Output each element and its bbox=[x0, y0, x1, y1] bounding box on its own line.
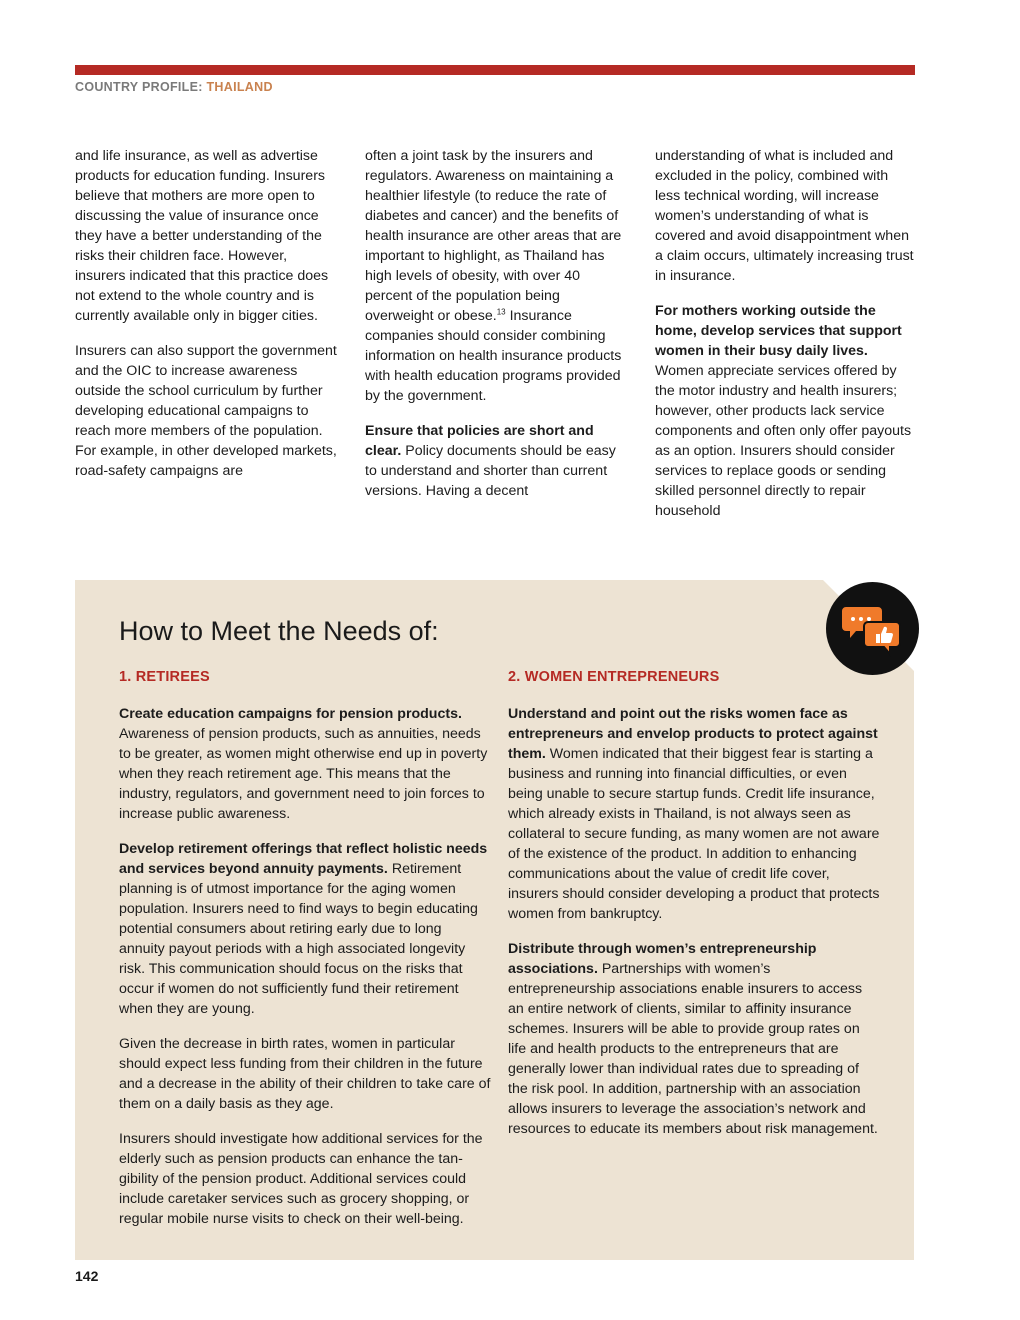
paragraph bbox=[119, 704, 491, 824]
women-entrepreneurs-column bbox=[508, 704, 880, 1154]
paragraph-text: often a joint task by the insurers and regulators. Awareness on maintaining a healthier lifestyle (to reduce the rate of diabetes and cancer) and the benefits of health insurance are other areas that are important to highlight, as Thailand has high levels of obesity, with over 40 percent of the population being overweight or obese. bbox=[365, 148, 622, 324]
paragraph bbox=[119, 839, 491, 1019]
footnote-reference[interactable]: 13 bbox=[496, 307, 506, 317]
section-label bbox=[75, 80, 273, 94]
women-entrepreneurs-heading: 2. WOMEN ENTREPRENEURS bbox=[508, 669, 720, 685]
paragraph-lead: Ensure that policies are short and clear. bbox=[365, 423, 594, 459]
paragraph bbox=[508, 939, 880, 1139]
paragraph-text: Retirement planning is of utmost importance for the aging women population. Insurers need to find ways to begin educating potential consumers about retiring early due to long annuity payout periods with a high associated longevity risk. This communication should focus on the risks that occur if women do not sufficiently fund their retirement when they are young. bbox=[119, 861, 478, 1017]
section-label-country: THAILAND bbox=[206, 80, 273, 94]
paragraph-lead: Understand and point out the risks women face as entrepreneurs and envelop products to protect against them. bbox=[508, 706, 878, 762]
page-number: 142 bbox=[75, 1268, 99, 1284]
paragraph-lead: Create education campaigns for pension products. bbox=[119, 706, 462, 722]
text-column-1 bbox=[75, 146, 337, 496]
paragraph bbox=[365, 421, 627, 501]
text-column-2 bbox=[365, 146, 627, 516]
paragraph-text: Partnerships with women’s entrepreneurship associations enable insurers to access an entire network of clients, similar to affinity insurance schemes. Insurers will be able to provide group rates on life and health products to the entrepreneurs that are generally lower than individual rates due to spreading of the risk pool. In addition, partnership with an association allows insurers to leverage the association’s network and resources to educate its members about risk management. bbox=[508, 961, 878, 1137]
paragraph-lead: Develop retirement offerings that reflect holistic needs and services beyond annuity payments. bbox=[119, 841, 488, 877]
paragraph bbox=[508, 704, 880, 924]
paragraph: Insurers should investigate how additional services for the elderly such as pension products can enhance the tan-gibility of the pension product. Additional services could include caretaker services such as grocery shopping, or regular mobile nurse visits to check on their well-being. bbox=[119, 1131, 483, 1227]
paragraph: and life insurance, as well as advertise products for education funding. Insurers believe that mothers are more open to discussing the value of insurance once they have a better understanding of the risks their children face. However, insurers indicated that this practice does not extend to the whole country and is currently available only in bigger cities. bbox=[75, 148, 329, 324]
text-column-3 bbox=[655, 146, 917, 536]
paragraph-lead: For mothers working outside the home, develop services that support women in their busy daily lives. bbox=[655, 303, 902, 359]
paragraph: understanding of what is included and excluded in the policy, combined with less technical wording, will increase women’s understanding of what is covered and avoid disappointment when a claim occurs, ultimately increasing trust in insurance. bbox=[655, 148, 914, 284]
header-rule bbox=[75, 65, 915, 75]
paragraph: Insurers can also support the government and the OIC to increase awareness outside the school curriculum by further developing educational campaigns to reach more members of the population. For example, in other developed markets, road-safety campaigns are bbox=[75, 343, 337, 479]
paragraph-text: Women indicated that their biggest fear is starting a business and running into financial difficulties, or even being unable to secure startup funds. Credit life insurance, which already exists in Thailand, is not always seen as collateral to secure funding, as many women are not aware of the existence of the product. In addition to enhancing communications about the value of credit life cover, insurers should consider developing a product that protects women from bankruptcy. bbox=[508, 746, 880, 922]
paragraph-text: Policy documents should be easy to understand and shorter than current versions. Having a decent bbox=[365, 443, 616, 499]
chat-thumbs-up-icon bbox=[826, 582, 919, 675]
box-title: How to Meet the Needs of: bbox=[119, 616, 439, 646]
retirees-column bbox=[119, 704, 491, 1244]
paragraph-text: Awareness of pension products, such as annuities, needs to be greater, as women might otherwise end up in poverty when they reach retirement age. This means that the industry, regulators, and government need to join forces to increase public awareness. bbox=[119, 726, 488, 822]
retirees-heading: 1. RETIREES bbox=[119, 669, 210, 685]
section-label-prefix: COUNTRY PROFILE: bbox=[75, 80, 207, 94]
paragraph bbox=[365, 146, 627, 406]
chat-thumbs-up-icon-graphic bbox=[826, 582, 919, 675]
paragraph: Given the decrease in birth rates, women in particular should expect less funding from their children in the future and a decrease in the ability of their children to take care of them on a daily basis as they age. bbox=[119, 1036, 491, 1112]
paragraph-lead: Distribute through women’s entrepreneurship associations. bbox=[508, 941, 817, 977]
paragraph bbox=[655, 301, 917, 521]
paragraph-text: Insurance companies should consider combining information on health insurance products with health education programs provided by the government. bbox=[365, 308, 622, 404]
paragraph-text: Women appreciate services offered by the motor industry and health insurers; however, other products lack service components and often only offer payouts as an option. Insurers should consider services to replace goods or sending skilled personnel directly to repair household bbox=[655, 363, 912, 519]
